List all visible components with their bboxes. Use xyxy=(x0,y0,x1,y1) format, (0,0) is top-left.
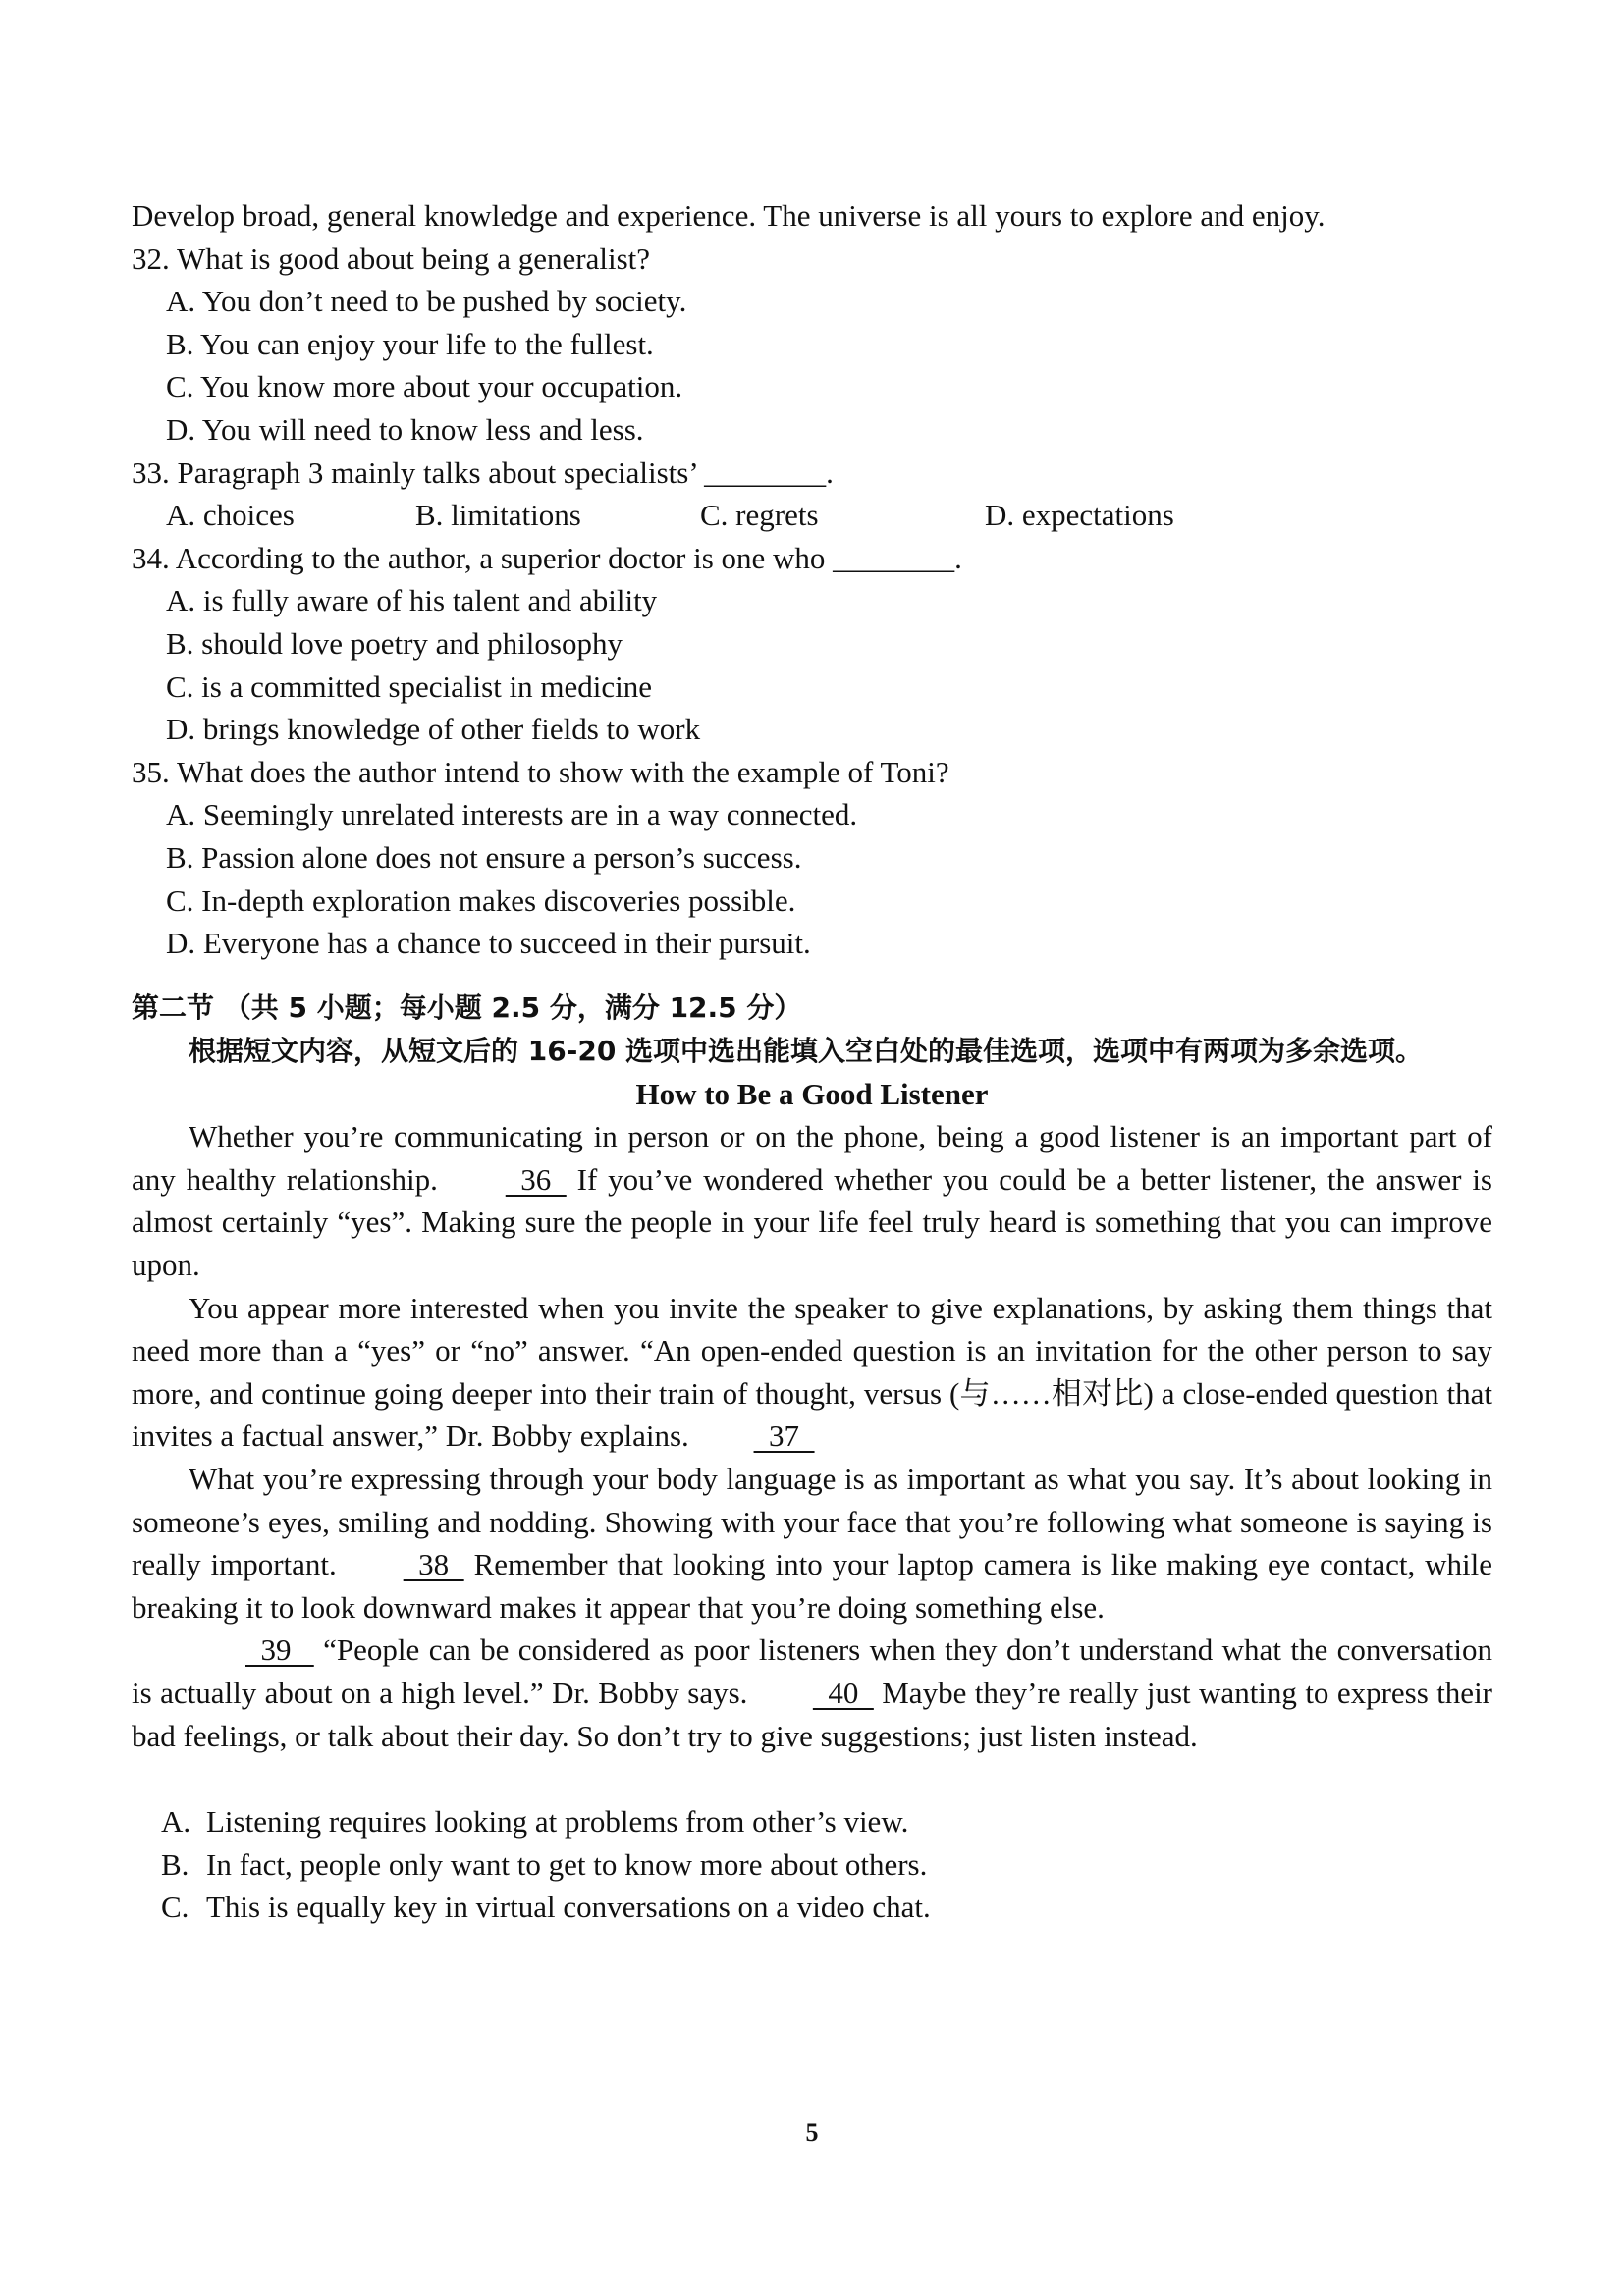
intro-line: Develop broad, general knowledge and experience. The universe is all yours to explore and enjoy. xyxy=(132,198,1326,233)
option: A. Seemingly unrelated interests are in a way connected. xyxy=(166,797,858,832)
blank-40: 40 xyxy=(812,1676,874,1710)
blank-37: 37 xyxy=(753,1418,815,1454)
paragraph-text: What you’re expressing through your body language is as important as what you say. It’s about looking in someone’s eyes, smiling and nodding. Showing with your face that you’re following what someone is saying is really important. xyxy=(132,1462,1492,1582)
question-stem: 34. According to the author, a superior doctor is one who ________. xyxy=(132,540,962,575)
paragraph-text: “People can be considered as poor listeners when they don’t understand what the conversation is actually about on a high level.” Dr. Bobby says. xyxy=(132,1632,1492,1710)
passage-paragraph-2 xyxy=(132,1287,1492,1458)
page-number: 5 xyxy=(805,2118,819,2147)
option: D. brings knowledge of other fields to work xyxy=(166,712,701,747)
section-instruction: 根据短文内容，从短文后的 16-20 选项中选出能填入空白处的最佳选项，选项中有两项为多余选项。 xyxy=(189,1034,1424,1067)
option: D. expectations xyxy=(985,498,1174,533)
option: B. should love poetry and philosophy xyxy=(166,625,623,661)
option: C. You know more about your occupation. xyxy=(166,369,683,404)
paragraph-text: You appear more interested when you invite the speaker to give explanations, by asking them things that need more than a “yes” or “no” answer. “An open-ended question is an invitation for the other person to say more, and continue going deeper into their train of thought, versus (与……相对比) a close-ended question that invites a factual answer,” Dr. Bobby explains. xyxy=(132,1290,1492,1454)
answer-text: In fact, people only want to get to know more about others. xyxy=(206,1846,928,1882)
question-stem: 35. What does the author intend to show with the example of Toni? xyxy=(132,754,949,789)
question-33 xyxy=(132,452,1492,537)
paragraph-text: If you’ve wondered whether you could be a better listener, the answer is almost certainly “yes”. Making sure the people in your life feel truly heard is something that you can improve upon. xyxy=(132,1161,1492,1283)
section-heading: 第二节 （共 5 小题；每小题 2.5 分，满分 12.5 分） xyxy=(132,990,802,1024)
answer-option xyxy=(132,1886,1492,1929)
paragraph-text: Remember that looking into your laptop camera is like making eye contact, while breaking it to look downward makes it appear that you’re doing something else. xyxy=(132,1547,1492,1625)
answer-option xyxy=(132,1843,1492,1887)
option: A. choices xyxy=(166,498,295,533)
blank-36: 36 xyxy=(505,1161,567,1197)
option: A. You don’t need to be pushed by society. xyxy=(166,284,687,319)
spacer xyxy=(132,1757,1492,1800)
option: B. You can enjoy your life to the fullest. xyxy=(166,326,654,361)
answer-letter: A. xyxy=(161,1804,191,1840)
answer-text: Listening requires looking at problems from other’s view. xyxy=(206,1804,909,1840)
question-stem: 33. Paragraph 3 mainly talks about specialists’ ________. xyxy=(132,454,834,490)
question-34 xyxy=(132,537,1492,751)
paragraph-text: Maybe they’re really just wanting to express their bad feelings, or talk about their day. So don’t try to give suggestions; just listen instead. xyxy=(132,1676,1493,1753)
question-35 xyxy=(132,751,1492,965)
exam-page xyxy=(132,194,1492,1929)
question-stem: 32. What is good about being a generalist? xyxy=(132,240,651,276)
answer-option xyxy=(132,1800,1492,1843)
option: B. Passion alone does not ensure a person’s success. xyxy=(166,839,802,875)
passage-paragraph-1 xyxy=(132,1115,1492,1286)
blank-39: 39 xyxy=(245,1632,314,1668)
passage-paragraph-4 xyxy=(132,1629,1492,1757)
option: D. Everyone has a chance to succeed in their pursuit. xyxy=(166,926,811,961)
paragraph-text: Whether you’re communicating in person or on the phone, being a good listener is an important part of any healthy relationship. xyxy=(132,1119,1492,1197)
option: A. is fully aware of his talent and ability xyxy=(166,583,658,618)
passage-title: How to Be a Good Listener xyxy=(635,1076,989,1111)
blank-38: 38 xyxy=(403,1547,464,1582)
option: B. limitations xyxy=(415,498,581,533)
option: C. In-depth exploration makes discoveries possible. xyxy=(166,882,796,918)
option: C. is a committed specialist in medicine xyxy=(166,668,653,704)
question-32 xyxy=(132,238,1492,452)
option: D. You will need to know less and less. xyxy=(166,411,644,447)
answer-letter: C. xyxy=(161,1890,189,1925)
passage-paragraph-3 xyxy=(132,1458,1492,1629)
options-row xyxy=(132,494,1492,537)
option: C. regrets xyxy=(700,498,819,533)
answer-text: This is equally key in virtual conversations on a video chat. xyxy=(206,1890,931,1925)
answer-letter: B. xyxy=(161,1846,189,1882)
